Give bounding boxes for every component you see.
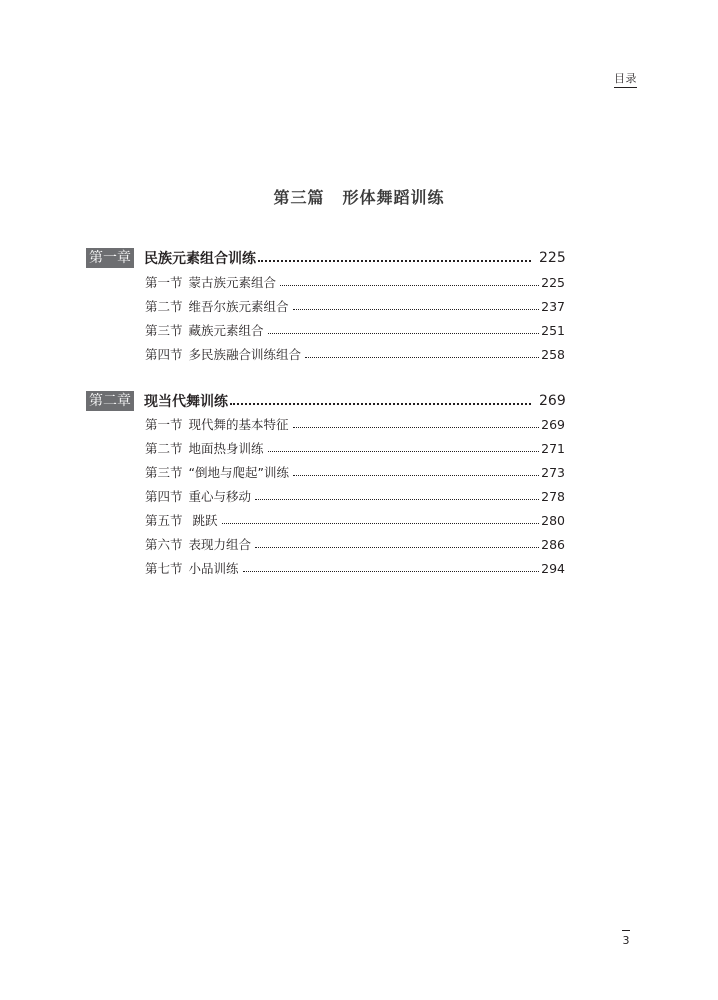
section-entry[interactable] bbox=[145, 318, 565, 342]
section-page-number: 225 bbox=[541, 274, 565, 290]
section-title: 表现力组合 bbox=[188, 537, 252, 552]
page-number-text: 3 bbox=[622, 934, 630, 947]
part-title bbox=[0, 187, 718, 209]
section-entry[interactable] bbox=[145, 556, 565, 580]
section-title: 维吾尔族元素组合 bbox=[188, 299, 289, 314]
dot-leader bbox=[258, 260, 531, 262]
dot-leader bbox=[222, 523, 540, 524]
chapter-page-number: 225 bbox=[539, 250, 566, 266]
section-entry[interactable] bbox=[145, 532, 565, 556]
section-title: “倒地与爬起”训练 bbox=[188, 465, 289, 480]
page-number bbox=[622, 930, 630, 948]
section-number: 第一节 bbox=[145, 417, 183, 432]
dot-leader bbox=[268, 333, 539, 334]
section-page-number: 280 bbox=[541, 512, 565, 528]
dot-leader bbox=[280, 285, 539, 286]
dot-leader bbox=[305, 357, 539, 358]
section-page-number: 286 bbox=[541, 536, 565, 552]
chapter-1 bbox=[86, 247, 565, 366]
dot-leader bbox=[268, 451, 539, 452]
chapter-badge: 第二章 bbox=[86, 391, 134, 411]
section-number: 第三节 bbox=[145, 323, 183, 338]
section-page-number: 237 bbox=[541, 298, 565, 314]
section-page-number: 258 bbox=[541, 346, 565, 362]
dot-leader bbox=[230, 403, 531, 405]
section-entry[interactable] bbox=[145, 412, 565, 436]
section-number: 第一节 bbox=[145, 275, 183, 290]
chapter-entry[interactable] bbox=[86, 390, 565, 412]
section-entry[interactable] bbox=[145, 342, 565, 366]
chapter-title: 民族元素组合训练 bbox=[144, 251, 256, 267]
section-page-number: 271 bbox=[541, 440, 565, 456]
section-title: 蒙古族元素组合 bbox=[188, 275, 277, 290]
chapter-title: 现当代舞训练 bbox=[144, 394, 228, 410]
part-name: 形体舞蹈训练 bbox=[342, 188, 445, 207]
part-number: 第三篇 bbox=[273, 188, 325, 207]
section-page-number: 251 bbox=[541, 322, 565, 338]
section-entry[interactable] bbox=[145, 484, 565, 508]
chapter-entry[interactable] bbox=[86, 247, 565, 269]
dot-leader bbox=[293, 427, 539, 428]
section-title: 小品训练 bbox=[188, 561, 239, 576]
section-title: 多民族融合训练组合 bbox=[188, 347, 302, 362]
section-page-number: 273 bbox=[541, 464, 565, 480]
page-number-rule bbox=[622, 930, 630, 931]
dot-leader bbox=[243, 571, 539, 572]
section-title: 地面热身训练 bbox=[188, 441, 264, 456]
section-title: 重心与移动 bbox=[188, 489, 252, 504]
section-entry[interactable] bbox=[145, 436, 565, 460]
dot-leader bbox=[255, 547, 539, 548]
section-number: 第二节 bbox=[145, 299, 183, 314]
section-entry[interactable] bbox=[145, 270, 565, 294]
section-page-number: 269 bbox=[541, 416, 565, 432]
section-title: 跳跃 bbox=[188, 513, 218, 528]
section-number: 第七节 bbox=[145, 561, 183, 576]
section-page-number: 278 bbox=[541, 488, 565, 504]
dot-leader bbox=[255, 499, 539, 500]
section-entry[interactable] bbox=[145, 294, 565, 318]
chapter-page-number: 269 bbox=[539, 393, 566, 409]
running-head: 目录 bbox=[614, 72, 637, 88]
chapter-badge: 第一章 bbox=[86, 248, 134, 268]
section-entry[interactable] bbox=[145, 460, 565, 484]
section-number: 第六节 bbox=[145, 537, 183, 552]
section-title: 藏族元素组合 bbox=[188, 323, 264, 338]
dot-leader bbox=[293, 475, 539, 476]
section-number: 第四节 bbox=[145, 347, 183, 362]
dot-leader bbox=[293, 309, 539, 310]
section-number: 第二节 bbox=[145, 441, 183, 456]
section-number: 第四节 bbox=[145, 489, 183, 504]
section-page-number: 294 bbox=[541, 560, 565, 576]
section-number: 第三节 bbox=[145, 465, 183, 480]
section-number: 第五节 bbox=[145, 513, 183, 528]
chapter-2 bbox=[86, 390, 565, 580]
section-title: 现代舞的基本特征 bbox=[188, 417, 289, 432]
section-entry[interactable] bbox=[145, 508, 565, 532]
